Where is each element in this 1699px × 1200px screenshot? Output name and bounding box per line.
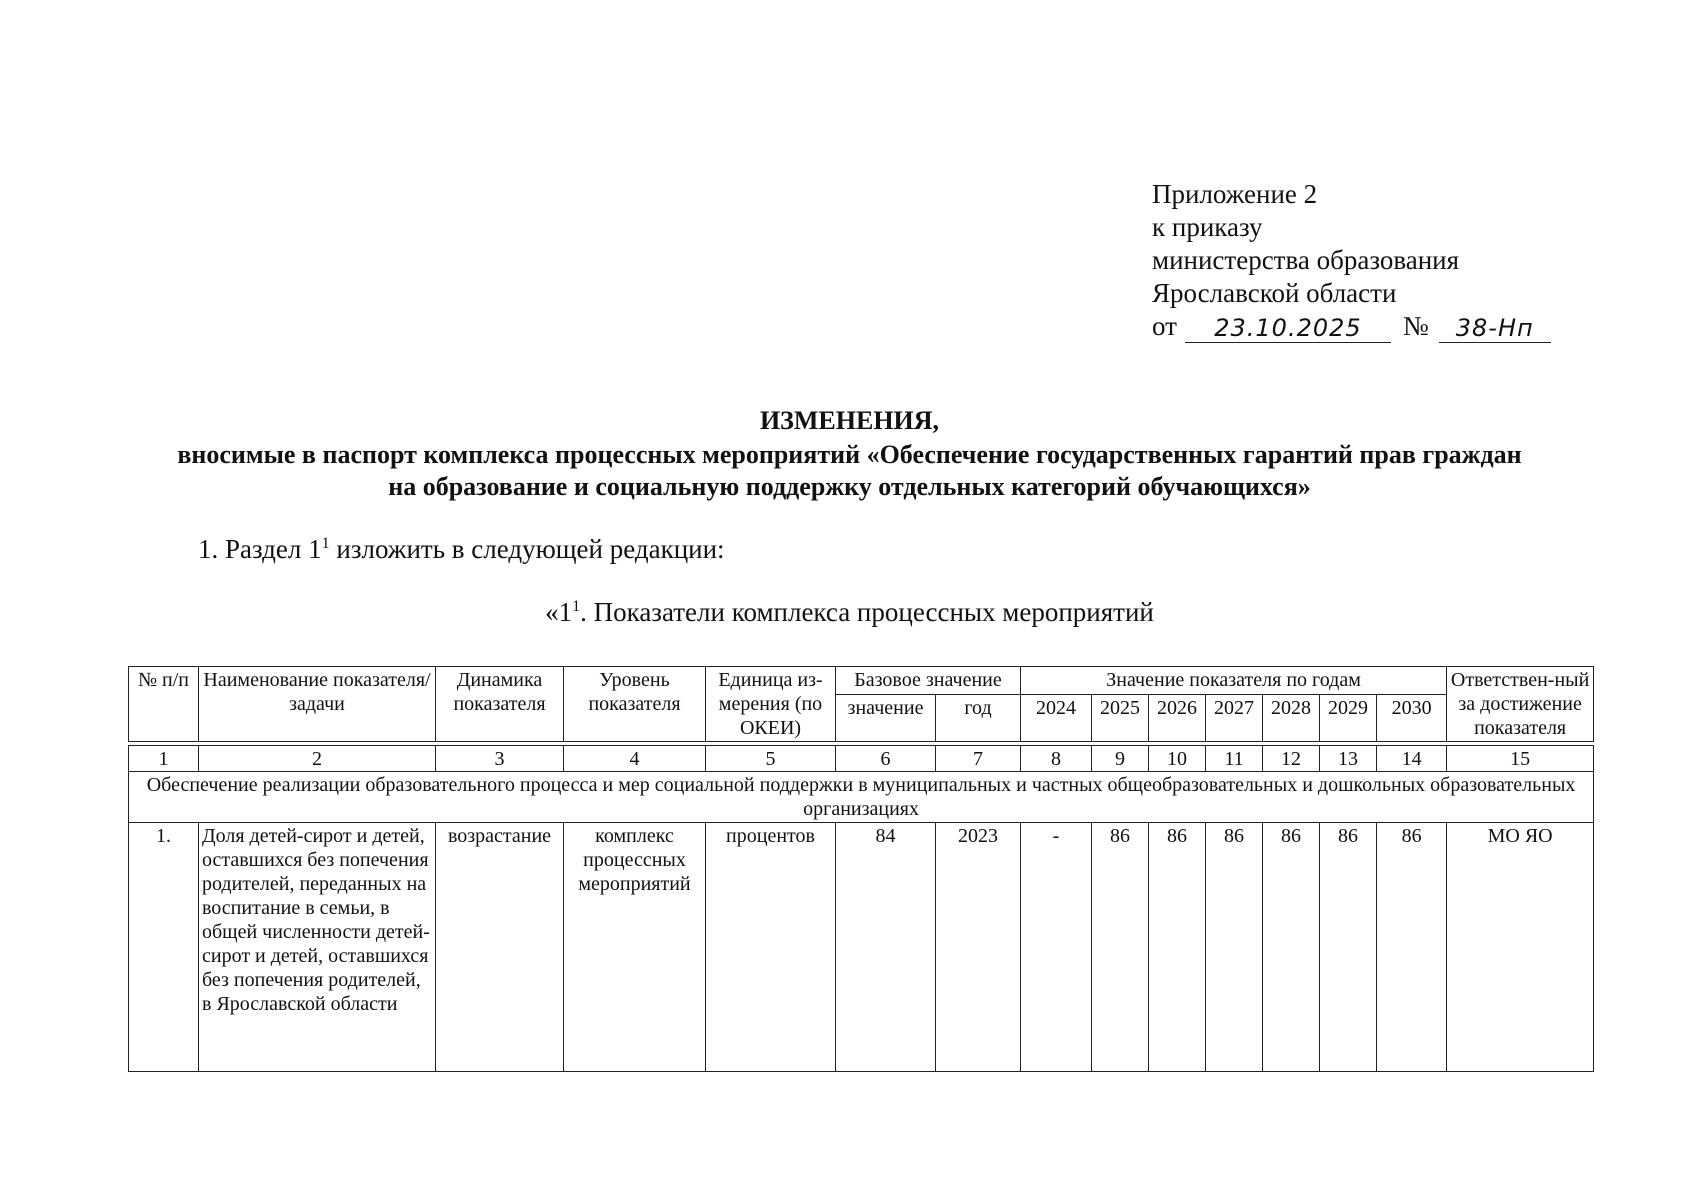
document-title: ИЗМЕНЕНИЯ, [759,406,940,435]
header-year: 2030 [1377,695,1447,742]
cell-base-year: 2023 [936,823,1021,1072]
instruction-text-before: 1. Раздел 1 [198,534,322,564]
header-year: 2024 [1021,695,1092,742]
column-number: 8 [1021,746,1092,772]
column-number: 3 [436,746,564,772]
appendix-block [1152,178,1551,343]
header-year: 2025 [1092,695,1149,742]
appendix-date-row [1152,310,1551,343]
appendix-line-3: министерства образования [1152,245,1460,275]
header-num: № п/п [129,667,199,742]
column-number: 9 [1092,746,1149,772]
column-number: 1 [129,746,199,772]
section-heading-before: «1 [545,597,573,627]
header-base-year: год [936,695,1021,742]
header-name: Наименование показателя/задачи [199,667,436,742]
header-base: Базовое значение [836,667,1021,695]
header-year: 2027 [1206,695,1263,742]
date-prefix: от [1152,311,1177,341]
cell-year-value: 86 [1149,823,1206,1072]
section-heading [0,597,1699,628]
cell-year-value: 86 [1263,823,1320,1072]
section-row [129,772,1594,823]
column-number: 2 [199,746,436,772]
cell-year-value: - [1021,823,1092,1072]
cell-year-value: 86 [1206,823,1263,1072]
handwritten-date: 23.10.2025 [1185,314,1391,343]
instruction-superscript: 1 [321,535,330,552]
cell-year-value: 86 [1377,823,1447,1072]
cell-year-value: 86 [1320,823,1377,1072]
appendix-line-2: к приказу [1152,212,1263,242]
column-number: 4 [564,746,706,772]
cell-name: Доля детей-сирот и детей, оставшихся без попечения родителей, переданных на воспитание в семьи, в общей численности детей-сирот и детей, оставшихся без попечения родителей, в Ярославской области [199,823,436,1072]
section-heading-after: . Показатели комплекса процессных мероприятий [580,597,1154,627]
header-dynamics: Динамика показателя [436,667,564,742]
column-number: 6 [836,746,936,772]
indicators-table [128,666,1594,1072]
header-by-years: Значение показателя по годам [1021,667,1447,695]
column-number: 10 [1149,746,1206,772]
handwritten-number: 38-Нп [1439,314,1551,343]
column-number: 5 [706,746,836,772]
column-number: 12 [1263,746,1320,772]
instruction-text-after: изложить в следующей редакции: [329,534,725,564]
column-number: 15 [1447,746,1594,772]
cell-level: комплекс процессных мероприятий [564,823,706,1072]
appendix-line-4: Ярославской области [1152,278,1397,308]
header-year: 2026 [1149,695,1206,742]
column-number: 11 [1206,746,1263,772]
column-number: 13 [1320,746,1377,772]
document-subtitle-line-1: вносимые в паспорт комплекса процессных мероприятий «Обеспечение государственных гарантий прав граждан [177,440,1522,469]
section-title: Обеспечение реализации образовательного процесса и мер социальной поддержки в муниципальных и частных общеобразовательных и дошкольных образовательных организациях [129,772,1594,823]
header-level: Уровень показателя [564,667,706,742]
table-header-row [129,667,1594,695]
column-number: 7 [936,746,1021,772]
appendix-line-1: Приложение 2 [1152,179,1318,209]
header-unit: Единица из-мерения (по ОКЕИ) [706,667,836,742]
column-number: 14 [1377,746,1447,772]
cell-base-value: 84 [836,823,936,1072]
header-base-value: значение [836,695,936,742]
cell-dynamics: возрастание [436,823,564,1072]
document-subtitle-line-2: на образование и социальную поддержку отдельных категорий обучающихся» [388,472,1311,501]
cell-responsible: МО ЯО [1447,823,1594,1072]
header-responsible: Ответствен-ный за достижение показателя [1447,667,1594,742]
cell-num: 1. [129,823,199,1072]
header-year: 2028 [1263,695,1320,742]
column-numbers-row [129,746,1594,772]
table-row [129,823,1594,1072]
number-sign: № [1402,311,1429,341]
header-year: 2029 [1320,695,1377,742]
instruction-paragraph [198,534,725,565]
section-heading-superscript: 1 [572,598,581,615]
cell-unit: процентов [706,823,836,1072]
cell-year-value: 86 [1092,823,1149,1072]
